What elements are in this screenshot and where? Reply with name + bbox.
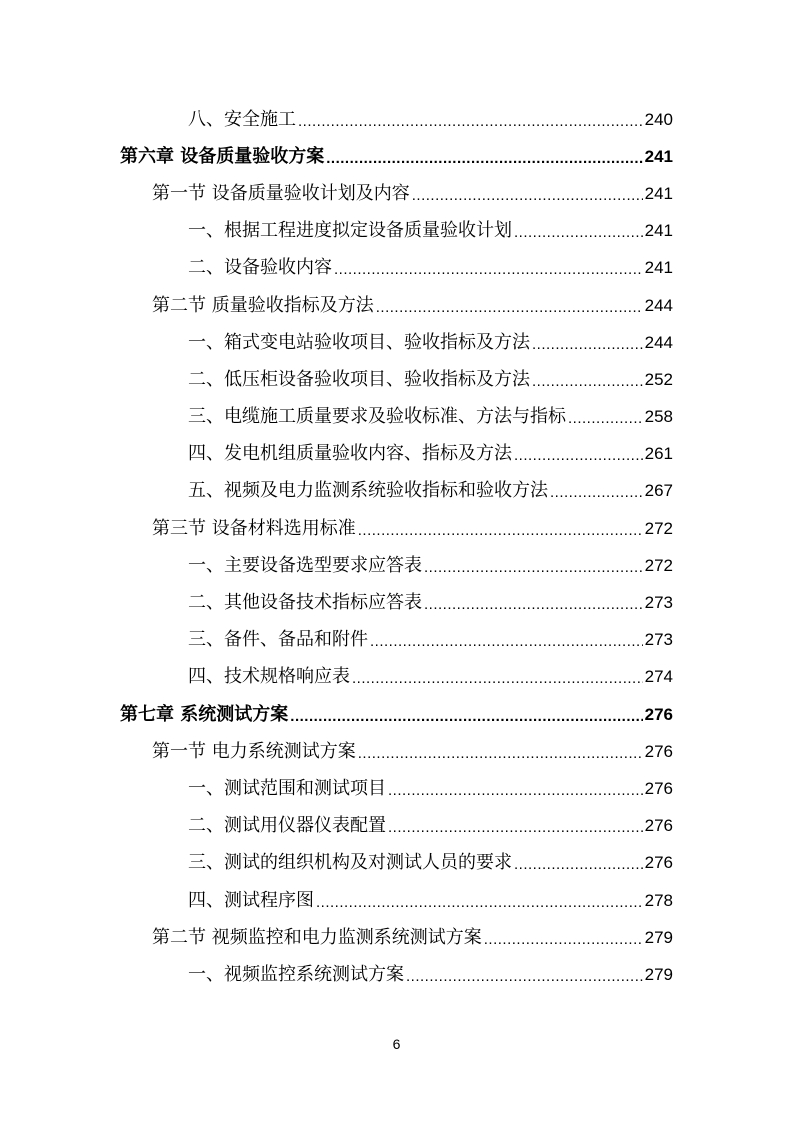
toc-section-entry[interactable] [0, 175, 793, 212]
toc-entry-title: 四、发电机组质量验收内容、指标及方法 [188, 443, 512, 465]
toc-entry-page-number: 276 [644, 778, 673, 798]
toc-subsection-entry[interactable] [0, 659, 793, 696]
toc-entry-page-number: 273 [644, 630, 673, 650]
toc-entry-page-number: 276 [644, 853, 673, 873]
toc-entry-page-number: 276 [644, 741, 673, 761]
toc-chapter-entry[interactable] [0, 138, 793, 175]
toc-entry-page-number: 272 [644, 555, 673, 575]
toc-dot-leader [568, 408, 643, 430]
toc-entry-title: 二、其他设备技术指标应答表 [188, 592, 422, 614]
toc-entry-title: 一、主要设备选型要求应答表 [188, 554, 422, 576]
toc-dot-leader [424, 594, 643, 616]
toc-entry-page-number: 258 [644, 407, 673, 427]
toc-entry-page-number: 241 [644, 183, 673, 203]
toc-subsection-entry[interactable] [0, 399, 793, 436]
toc-entry-title: 一、箱式变电站验收项目、验收指标及方法 [188, 331, 530, 353]
toc-dot-leader [388, 817, 643, 839]
toc-entry-page-number: 244 [644, 332, 673, 352]
toc-subsection-entry[interactable] [0, 584, 793, 621]
toc-entry-title: 三、电缆施工质量要求及验收标准、方法与指标 [188, 406, 566, 428]
toc-entry-title: 二、设备验收内容 [188, 257, 332, 279]
toc-entry-page-number: 267 [644, 481, 673, 501]
toc-entry-page-number: 273 [644, 593, 673, 613]
toc-dot-leader [358, 520, 643, 542]
table-of-contents [0, 101, 793, 994]
toc-dot-leader [406, 966, 643, 988]
toc-entry-title: 第一节 设备质量验收计划及内容 [152, 182, 410, 204]
toc-subsection-entry[interactable] [0, 845, 793, 882]
toc-subsection-entry[interactable] [0, 622, 793, 659]
toc-section-entry[interactable] [0, 287, 793, 324]
toc-dot-leader [550, 482, 643, 504]
toc-entry-title: 第二节 视频监控和电力监测系统测试方案 [152, 926, 482, 948]
toc-subsection-entry[interactable] [0, 250, 793, 287]
toc-dot-leader [424, 557, 643, 579]
toc-entry-page-number: 261 [644, 444, 673, 464]
toc-entry-title: 五、视频及电力监测系统验收指标和验收方法 [188, 480, 548, 502]
toc-dot-leader [290, 706, 642, 728]
toc-section-entry[interactable] [0, 919, 793, 956]
toc-subsection-entry[interactable] [0, 436, 793, 473]
toc-entry-page-number: 252 [644, 369, 673, 389]
toc-entry-page-number: 241 [644, 258, 673, 278]
toc-entry-title: 一、根据工程进度拟定设备质量验收计划 [188, 220, 512, 242]
toc-dot-leader [376, 297, 643, 319]
toc-dot-leader [352, 668, 643, 690]
toc-subsection-entry[interactable] [0, 101, 793, 138]
toc-subsection-entry[interactable] [0, 213, 793, 250]
toc-entry-page-number: 244 [644, 295, 673, 315]
toc-entry-title: 一、视频监控系统测试方案 [188, 963, 404, 985]
toc-entry-title: 四、技术规格响应表 [188, 666, 350, 688]
toc-dot-leader [514, 854, 643, 876]
toc-dot-leader [298, 111, 643, 133]
toc-subsection-entry[interactable] [0, 547, 793, 584]
toc-entry-title: 四、测试程序图 [188, 889, 314, 911]
toc-entry-page-number: 241 [644, 221, 673, 241]
toc-entry-page-number: 276 [644, 704, 673, 724]
toc-entry-page-number: 240 [644, 109, 673, 129]
toc-subsection-entry[interactable] [0, 770, 793, 807]
toc-entry-title: 第三节 设备材料选用标准 [152, 517, 356, 539]
toc-entry-page-number: 272 [644, 518, 673, 538]
toc-subsection-entry[interactable] [0, 473, 793, 510]
toc-dot-leader [484, 929, 643, 951]
toc-dot-leader [532, 371, 643, 393]
toc-entry-title: 二、测试用仪器仪表配置 [188, 815, 386, 837]
toc-entry-title: 二、低压柜设备验收项目、验收指标及方法 [188, 368, 530, 390]
toc-entry-title: 一、测试范围和测试项目 [188, 777, 386, 799]
toc-entry-title: 三、测试的组织机构及对测试人员的要求 [188, 852, 512, 874]
page-number: 6 [392, 1036, 401, 1052]
toc-section-entry[interactable] [0, 510, 793, 547]
toc-dot-leader [514, 445, 643, 467]
toc-dot-leader [388, 780, 643, 802]
toc-entry-title: 三、备件、备品和附件 [188, 629, 368, 651]
toc-entry-title: 第二节 质量验收指标及方法 [152, 294, 374, 316]
toc-dot-leader [326, 148, 642, 170]
toc-entry-page-number: 276 [644, 816, 673, 836]
toc-dot-leader [532, 334, 643, 356]
toc-entry-page-number: 279 [644, 927, 673, 947]
toc-dot-leader [412, 185, 643, 207]
toc-dot-leader [370, 631, 643, 653]
toc-subsection-entry[interactable] [0, 808, 793, 845]
toc-entry-title: 第六章 设备质量验收方案 [120, 145, 325, 167]
toc-subsection-entry[interactable] [0, 361, 793, 398]
toc-entry-page-number: 279 [644, 964, 673, 984]
toc-dot-leader [514, 222, 643, 244]
toc-entry-page-number: 278 [644, 890, 673, 910]
toc-subsection-entry[interactable] [0, 956, 793, 993]
toc-dot-leader [334, 259, 643, 281]
toc-entry-page-number: 241 [644, 146, 673, 166]
toc-subsection-entry[interactable] [0, 882, 793, 919]
toc-subsection-entry[interactable] [0, 324, 793, 361]
toc-entry-title: 八、安全施工 [188, 108, 296, 130]
toc-entry-title: 第一节 电力系统测试方案 [152, 740, 356, 762]
toc-section-entry[interactable] [0, 733, 793, 770]
toc-dot-leader [316, 892, 643, 914]
toc-entry-page-number: 274 [644, 667, 673, 687]
toc-dot-leader [358, 743, 643, 765]
toc-chapter-entry[interactable] [0, 696, 793, 733]
toc-entry-title: 第七章 系统测试方案 [120, 703, 289, 725]
